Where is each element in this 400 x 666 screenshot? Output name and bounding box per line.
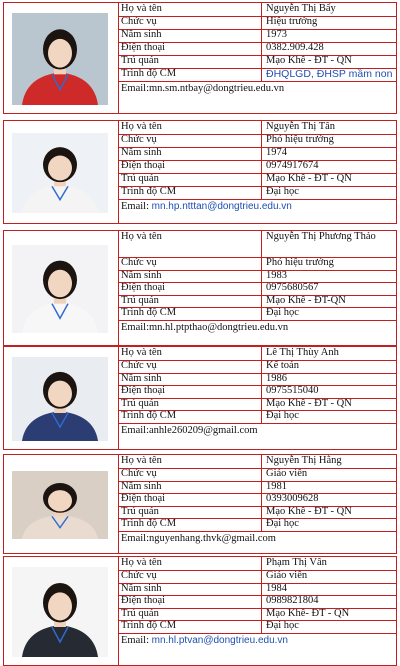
field-row-role	[118, 134, 396, 148]
column-divider	[261, 468, 262, 482]
email-address[interactable]: mn.hl.ptvan@dongtrieu.edu.vn	[151, 634, 288, 646]
field-row-birth	[118, 270, 396, 284]
column-divider	[261, 134, 262, 148]
field-label: Trú quán	[121, 397, 159, 409]
field-label: Năm sinh	[121, 29, 162, 40]
field-row-phone	[118, 160, 396, 174]
field-row-residence	[118, 295, 396, 309]
email-label: Email:	[121, 634, 149, 646]
field-row-residence	[118, 173, 396, 187]
field-label: Họ và tên	[121, 557, 162, 568]
column-divider	[261, 385, 262, 399]
column-divider	[261, 147, 262, 161]
field-value-education: ĐHQLGD, ĐHSP mầm non	[266, 68, 393, 80]
column-divider	[261, 16, 262, 30]
field-row-birth	[118, 373, 396, 387]
field-row-name	[118, 231, 396, 258]
field-value-birth: 1984	[266, 582, 287, 594]
field-value-residence: Mạo Khê - ĐT-QN	[266, 294, 346, 306]
email-address[interactable]: mn.hp.ntttan@dongtrieu.edu.vn	[151, 201, 292, 212]
field-row-role	[118, 257, 396, 271]
column-divider	[261, 373, 262, 387]
field-row-residence	[118, 55, 396, 69]
email-line	[121, 322, 288, 334]
staff-photo	[12, 13, 108, 105]
field-label: Điện thoại	[121, 385, 166, 396]
column-divider	[261, 481, 262, 495]
photo-cell	[4, 3, 119, 113]
field-row-name	[118, 347, 396, 361]
column-divider	[261, 3, 262, 17]
email-line	[121, 635, 288, 647]
field-value-birth: 1974	[266, 147, 287, 158]
staff-record	[3, 230, 397, 346]
field-value-name: Phạm Thị Vân	[266, 557, 327, 568]
field-label: Điện thoại	[121, 160, 166, 171]
field-value-residence: Mạo Khê- ĐT - QN	[266, 607, 350, 619]
column-divider	[261, 186, 262, 200]
field-label: Chức vụ	[121, 570, 157, 581]
staff-record	[3, 120, 397, 224]
staff-record	[3, 556, 397, 666]
email-address: mn.sm.ntbay@dongtrieu.edu.vn	[149, 83, 285, 94]
field-label: Họ và tên	[121, 121, 162, 132]
field-row-name	[118, 557, 396, 571]
staff-photo	[12, 567, 108, 657]
field-label: Điện thoại	[121, 595, 166, 606]
staff-photo	[12, 357, 108, 441]
field-label: Điện thoại	[121, 42, 166, 53]
email-label: Email:	[121, 201, 149, 212]
column-divider	[261, 360, 262, 374]
field-row-phone	[118, 595, 396, 609]
field-value-birth: 1973	[266, 29, 287, 40]
column-divider	[261, 608, 262, 622]
field-label: Điện thoại	[121, 282, 166, 293]
column-divider	[261, 282, 262, 296]
email-address: nguyenhang.thvk@gmail.com	[149, 532, 276, 544]
column-divider	[261, 518, 262, 532]
column-divider	[261, 68, 262, 82]
field-label: Chức vụ	[121, 360, 157, 371]
field-row-residence	[118, 506, 396, 520]
field-label: Họ và tên	[121, 455, 162, 466]
staff-record	[3, 2, 397, 114]
field-value-role: Giáo viên	[266, 570, 308, 581]
column-divider	[261, 160, 262, 174]
field-label: Trú quán	[121, 505, 159, 517]
field-value-birth: 1981	[266, 480, 287, 492]
field-row-name	[118, 3, 396, 17]
photo-cell	[4, 557, 119, 665]
field-label: Năm sinh	[121, 480, 162, 492]
field-label: Trú quán	[121, 173, 159, 184]
field-value-name: Nguyễn Thị Tân	[266, 121, 336, 132]
field-label: Trình độ CM	[121, 410, 177, 421]
field-label: Trình độ CM	[121, 620, 177, 631]
field-row-education	[118, 620, 396, 634]
email-label: Email:	[121, 532, 149, 544]
field-label: Trú quán	[121, 55, 159, 66]
column-divider	[261, 583, 262, 597]
field-label: Trình độ CM	[121, 186, 177, 197]
field-row-phone	[118, 385, 396, 399]
column-divider	[261, 620, 262, 634]
photo-cell	[4, 121, 119, 223]
info-table	[118, 3, 396, 113]
field-row-education	[118, 307, 396, 321]
field-value-phone: 0989821804	[266, 595, 319, 606]
field-label: Chức vụ	[121, 16, 157, 27]
field-value-education: Đại học	[266, 410, 299, 421]
column-divider	[261, 493, 262, 507]
staff-photo	[12, 133, 108, 213]
field-value-education: Đại học	[266, 620, 299, 631]
field-row-birth	[118, 583, 396, 597]
column-divider	[261, 257, 262, 271]
field-value-education: Đại học	[266, 307, 299, 318]
info-table	[118, 231, 396, 345]
column-divider	[261, 398, 262, 412]
column-divider	[261, 55, 262, 69]
column-divider	[261, 231, 262, 258]
field-value-role: Giáo viên	[266, 468, 308, 479]
field-label: Họ và tên	[121, 231, 162, 242]
field-label: Năm sinh	[121, 582, 162, 594]
staff-photo	[12, 245, 108, 333]
column-divider	[261, 595, 262, 609]
field-row-education	[118, 410, 396, 424]
field-label: Chức vụ	[121, 257, 157, 268]
field-value-birth: 1983	[266, 269, 287, 281]
column-divider	[261, 307, 262, 321]
column-divider	[261, 270, 262, 284]
field-label: Điện thoại	[121, 493, 166, 504]
info-table	[118, 121, 396, 223]
field-value-role: Kế toán	[266, 360, 299, 371]
field-row-education	[118, 518, 396, 532]
field-row-role	[118, 570, 396, 584]
field-value-residence: Mạo Khê - ĐT - QN	[266, 55, 352, 66]
field-row-phone	[118, 493, 396, 507]
field-label: Trú quán	[121, 607, 159, 619]
column-divider	[261, 173, 262, 187]
field-value-education: Đại học	[266, 186, 299, 197]
info-table	[118, 347, 396, 449]
field-row-role	[118, 360, 396, 374]
column-divider	[261, 570, 262, 584]
field-value-birth: 1986	[266, 372, 287, 384]
field-value-role: Phó hiệu trưởng	[266, 134, 334, 145]
field-row-birth	[118, 147, 396, 161]
field-row-phone	[118, 282, 396, 296]
column-divider	[261, 557, 262, 571]
field-row-role	[118, 16, 396, 30]
email-label: Email:	[121, 321, 149, 333]
field-row-education	[118, 68, 396, 82]
field-row-residence	[118, 608, 396, 622]
field-value-name: Nguyễn Thị Hằng	[266, 455, 342, 466]
field-label: Năm sinh	[121, 269, 162, 281]
column-divider	[261, 42, 262, 56]
field-value-name: Nguyễn Thị Phương Thảo	[266, 231, 376, 242]
field-label: Trình độ CM	[121, 518, 177, 529]
field-value-residence: Mạo Khê - ĐT - QN	[266, 173, 352, 184]
field-label: Chức vụ	[121, 134, 157, 145]
field-value-phone: 0974917674	[266, 160, 319, 171]
field-row-education	[118, 186, 396, 200]
field-label: Năm sinh	[121, 147, 162, 158]
email-line	[121, 533, 276, 545]
column-divider	[261, 29, 262, 43]
email-address: anhle260209@gmail.com	[149, 424, 258, 436]
field-value-role: Hiệu trưởng	[266, 16, 318, 27]
field-row-birth	[118, 29, 396, 43]
column-divider	[261, 455, 262, 469]
photo-cell	[4, 455, 119, 553]
field-label: Trình độ CM	[121, 68, 177, 79]
column-divider	[261, 506, 262, 520]
field-row-name	[118, 455, 396, 469]
field-label: Họ và tên	[121, 347, 162, 358]
field-value-name: Nguyễn Thị Bẩy	[266, 3, 336, 14]
field-value-name: Lê Thị Thùy Anh	[266, 347, 339, 358]
email-label: Email:	[121, 83, 149, 94]
field-row-residence	[118, 398, 396, 412]
field-value-phone: 0382.909.428	[266, 42, 324, 53]
field-row-name	[118, 121, 396, 135]
field-value-phone: 0975680567	[266, 282, 319, 293]
staff-record	[3, 346, 397, 450]
email-label: Email:	[121, 424, 149, 436]
field-row-phone	[118, 42, 396, 56]
field-label: Trình độ CM	[121, 307, 177, 318]
staff-record	[3, 454, 397, 554]
email-line	[121, 201, 292, 213]
field-label: Chức vụ	[121, 468, 157, 479]
field-value-residence: Mạo Khê - ĐT - QN	[266, 397, 352, 409]
column-divider	[261, 121, 262, 135]
photo-cell	[4, 347, 119, 449]
staff-photo	[12, 471, 108, 539]
field-label: Năm sinh	[121, 372, 162, 384]
field-value-role: Phó hiệu trưởng	[266, 257, 334, 268]
email-line	[121, 425, 258, 437]
field-label: Trú quán	[121, 294, 159, 306]
column-divider	[261, 347, 262, 361]
field-row-birth	[118, 481, 396, 495]
field-value-residence: Mạo Khê - ĐT - QN	[266, 505, 352, 517]
column-divider	[261, 295, 262, 309]
info-table	[118, 557, 396, 665]
column-divider	[261, 410, 262, 424]
field-value-phone: 0975515040	[266, 385, 319, 396]
field-value-phone: 0393009628	[266, 493, 319, 504]
field-label: Họ và tên	[121, 3, 162, 14]
info-table	[118, 455, 396, 553]
email-address: mn.hl.ptpthao@dongtrieu.edu.vn	[149, 321, 289, 333]
field-value-education: Đại học	[266, 518, 299, 529]
email-line	[121, 83, 284, 95]
field-row-role	[118, 468, 396, 482]
photo-cell	[4, 231, 119, 345]
